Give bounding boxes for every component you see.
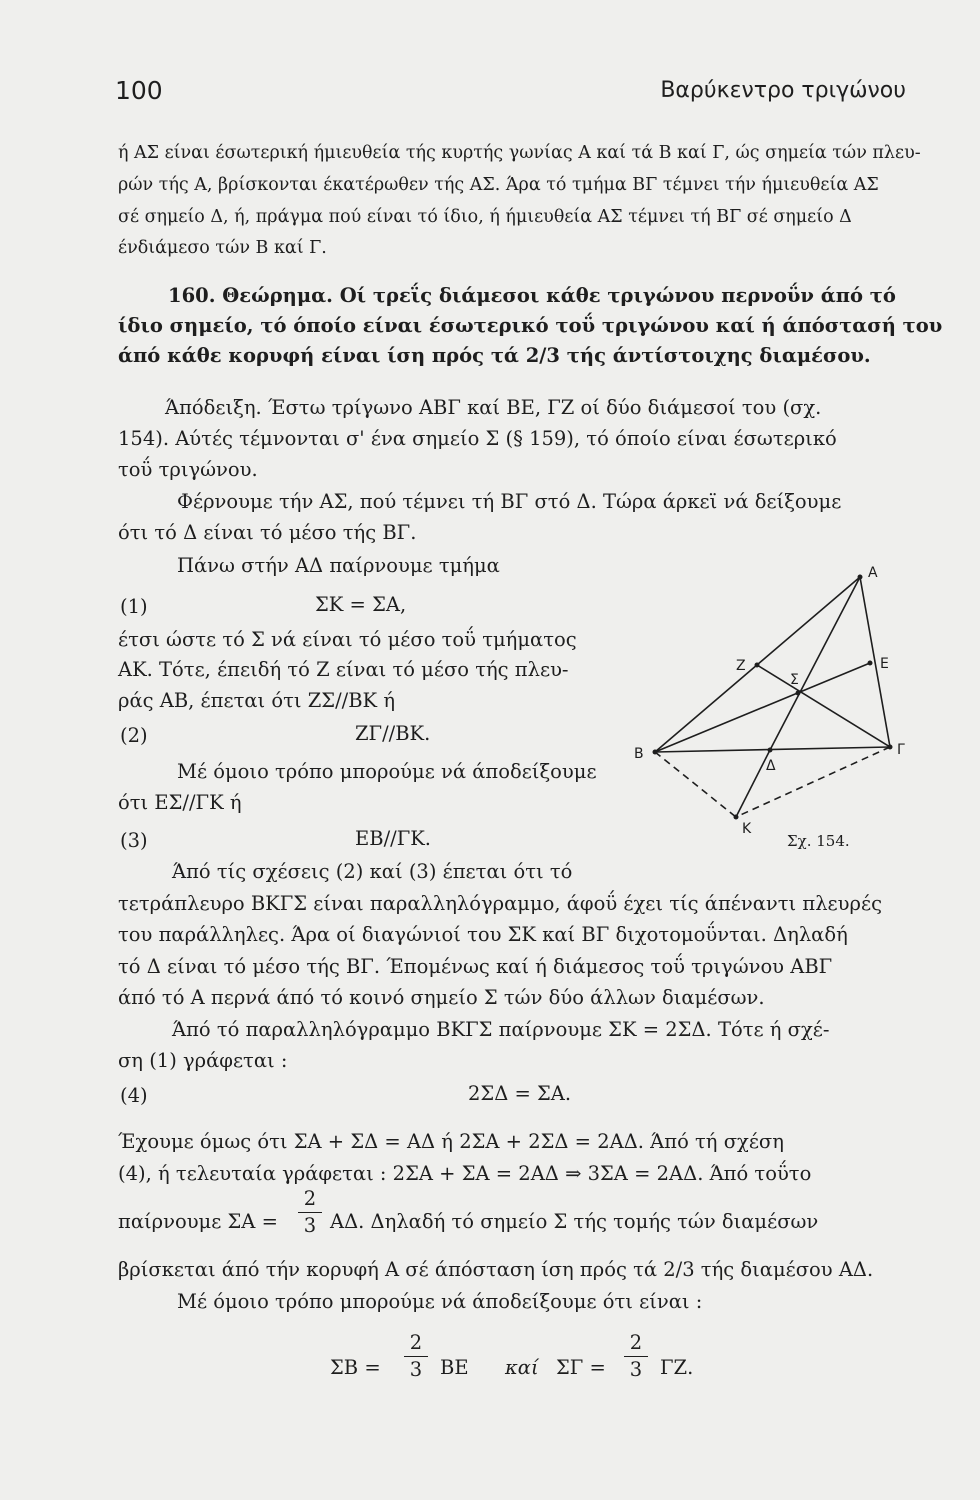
proof-line-10: Μέ όμοιο τρόπο μπορούμε νά άποδείξουμε — [177, 760, 597, 783]
eq3: ΕΒ//ΓΚ. — [355, 827, 432, 850]
label-b: Β — [634, 746, 644, 762]
intro-line-3: σέ σημείο Δ, ή, πράγμα πού είναι τό ίδιο, ή ήμιευθεία ΑΣ τέμνει τή ΒΓ σέ σημείο Δ — [118, 207, 852, 227]
label-e: Ε — [880, 656, 889, 672]
proof-line-22: βρίσκεται άπό τήν κορυφή Α σέ άπόσταση ίση πρός τά 2/3 τής διαμέσου ΑΔ. — [118, 1258, 874, 1281]
final-gz: ΓΖ. — [660, 1356, 694, 1379]
median-gz — [757, 665, 890, 747]
point-k — [734, 815, 739, 820]
point-b — [653, 750, 658, 755]
proof-line-1: Άπόδειξη. Έστω τρίγωνο ΑΒΓ καί ΒΕ, ΓΖ οί δύο διάμεσοί του (σχ. — [165, 396, 822, 419]
proof-line-14: του παράλληλες. Άρα οί διαγώνιοί του ΣΚ καί ΒΓ διχοτομοΰνται. Δηλαδή — [118, 923, 848, 946]
proof-line-21a: παίρνουμε ΣΑ = — [118, 1210, 278, 1233]
eq2: ΖΓ//ΒΚ. — [355, 722, 431, 745]
final-be: ΒΕ — [440, 1356, 469, 1379]
theorem-line-2: ίδιο σημείο, τό όποίο είναι έσωτερικό τοΰ τριγώνου καί ή άπόστασή του — [118, 314, 943, 337]
final-sb: ΣΒ = — [330, 1356, 381, 1379]
proof-line-4: Φέρνουμε τήν ΑΣ, πού τέμνει τή ΒΓ στό Δ. Τώρα άρκεϊ νά δείξουμε — [177, 490, 842, 513]
proof-line-8: ΑΚ. Τότε, έπειδή τό Ζ είναι τό μέσο τής πλευ- — [118, 658, 569, 681]
segment-bk — [655, 752, 736, 817]
point-d — [768, 748, 773, 753]
label-d: Δ — [766, 758, 776, 774]
final-kai: καί — [505, 1356, 539, 1379]
fraction-two-thirds-1: 2 3 — [298, 1188, 322, 1237]
median-ad — [770, 577, 860, 750]
proof-line-12: Άπό τίς σχέσεις (2) καί (3) έπεται ότι τό — [172, 860, 573, 883]
theorem-line-1: 160. Θεώρημα. Οί τρεΐς διάμεσοι κάθε τριγώνου περνοΰν άπό τό — [168, 284, 896, 307]
proof-line-13: τετράπλευρο ΒΚΓΣ είναι παραλληλόγραμμο, άφοΰ έχει τίς άπέναντι πλευρές — [118, 892, 883, 915]
proof-line-6: Πάνω στήν ΑΔ παίρνουμε τμήμα — [177, 554, 500, 577]
figure-154 — [600, 555, 930, 885]
label-z: Ζ — [736, 658, 746, 674]
proof-line-15: τό Δ είναι τό μέσο τής ΒΓ. Έπομένως καί ή διάμεσος τοΰ τριγώνου ΑΒΓ — [118, 955, 833, 978]
proof-line-18: ση (1) γράφεται : — [118, 1049, 288, 1072]
eq1-label: (1) — [120, 595, 148, 618]
side-bg — [655, 747, 890, 752]
proof-line-2: 154). Αύτές τέμνονται σ' ένα σημείο Σ (§ 159), τό όποίο είναι έσωτερικό — [118, 427, 837, 450]
proof-line-9: ράς ΑΒ, έπεται ότι ΖΣ//ΒΚ ή — [118, 689, 396, 712]
eq4: 2ΣΔ = ΣΑ. — [468, 1082, 572, 1105]
point-e — [868, 661, 873, 666]
segment-gk — [736, 747, 890, 817]
fraction-two-thirds-2: 2 3 — [404, 1332, 428, 1381]
running-title: Βαρύκεντρο τριγώνου — [660, 78, 906, 103]
proof-line-20: (4), ή τελευταία γράφεται : 2ΣΑ + ΣΑ = 2ΑΔ ⇒ 3ΣΑ = 2ΑΔ. Άπό τοΰτο — [118, 1162, 812, 1185]
proof-line-16: άπό τό Α περνά άπό τό κοινό σημείο Σ τών δύο άλλων διαμέσων. — [118, 986, 765, 1009]
label-k: Κ — [742, 821, 752, 837]
point-s — [796, 691, 801, 696]
segment-dk — [736, 750, 770, 817]
eq3-label: (3) — [120, 829, 148, 852]
eq4-label: (4) — [120, 1084, 148, 1107]
eq2-label: (2) — [120, 724, 148, 747]
proof-line-19: Έχουμε όμως ότι ΣΑ + ΣΔ = ΑΔ ή 2ΣΑ + 2ΣΔ = 2ΑΔ. Άπό τή σχέση — [118, 1130, 784, 1153]
point-z — [755, 663, 760, 668]
proof-line-17: Άπό τό παραλληλόγραμμο ΒΚΓΣ παίρνουμε ΣΚ = 2ΣΔ. Τότε ή σχέ- — [172, 1018, 830, 1041]
fraction-two-thirds-3: 2 3 — [624, 1332, 648, 1381]
proof-line-3: τοΰ τριγώνου. — [118, 458, 258, 481]
intro-line-1: ή ΑΣ είναι έσωτερική ήμιευθεία τής κυρτής γωνίας Α καί τά Β καί Γ, ώς σημεία τών πλευ- — [118, 143, 921, 163]
theorem-line-3: άπό κάθε κορυφή είναι ίση πρός τά 2/3 τής άντίστοιχης διαμέσου. — [118, 344, 871, 367]
proof-line-23: Μέ όμοιο τρόπο μπορούμε νά άποδείξουμε ότι είναι : — [177, 1290, 703, 1313]
final-sg: ΣΓ = — [556, 1356, 606, 1379]
intro-line-4: ένδιάμεσο τών Β καί Γ. — [118, 238, 327, 258]
proof-line-7: έτσι ώστε τό Σ νά είναι τό μέσο τοΰ τμήματος — [118, 628, 577, 651]
page-number: 100 — [115, 76, 163, 105]
median-be — [655, 663, 870, 752]
label-a: Α — [868, 565, 878, 581]
proof-line-5: ότι τό Δ είναι τό μέσο τής ΒΓ. — [118, 521, 417, 544]
intro-line-2: ρών τής Α, βρίσκονται έκατέρωθεν τής ΑΣ. Άρα τό τμήμα ΒΓ τέμνει τήν ήμιευθεία ΑΣ — [118, 175, 879, 195]
proof-line-21b: ΑΔ. Δηλαδή τό σημείο Σ τής τομής τών διαμέσων — [330, 1210, 819, 1233]
point-g — [888, 745, 893, 750]
eq1: ΣΚ = ΣΑ, — [315, 593, 407, 616]
label-g: Γ — [897, 742, 905, 758]
proof-line-11: ότι ΕΣ//ΓΚ ή — [118, 791, 242, 814]
point-a — [858, 575, 863, 580]
figure-caption: Σχ. 154. — [787, 832, 850, 850]
label-s: Σ — [790, 672, 799, 688]
